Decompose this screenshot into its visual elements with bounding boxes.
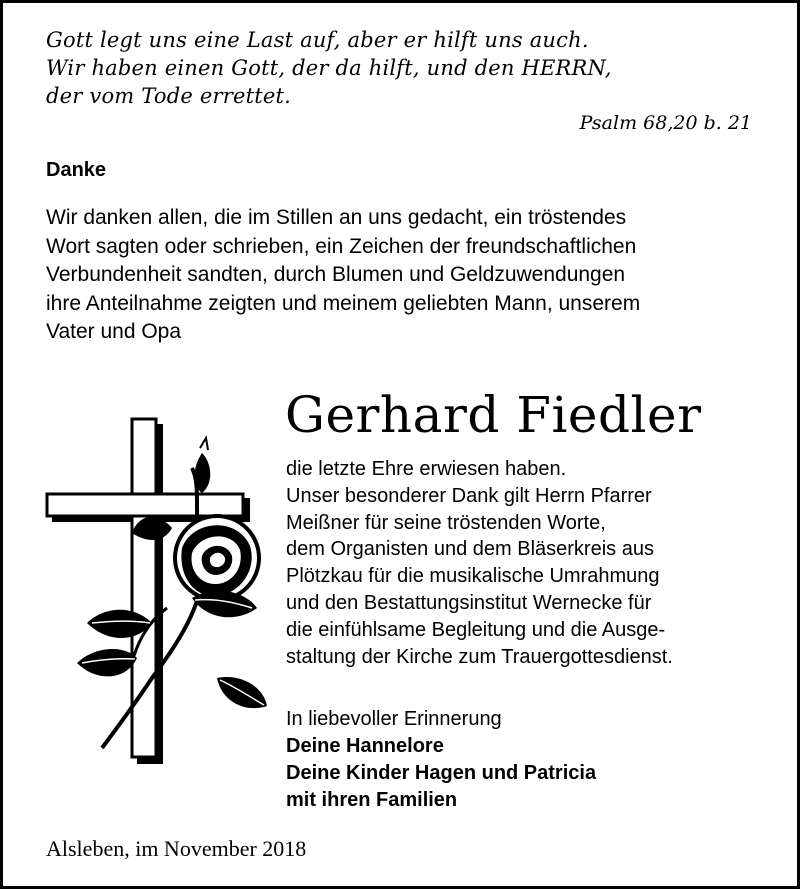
body-line: dem Organisten und dem Bläserkreis aus [286, 538, 654, 561]
verse-reference: Psalm 68,20 b. 21 [579, 112, 752, 134]
intro-line: Vater und Opa [46, 320, 182, 343]
bible-verse [46, 26, 766, 110]
body-line: und den Bestattungsinstitut Wernecke für [286, 591, 652, 614]
place-date: Alsleben, im November 2018 [46, 836, 307, 861]
intro-line: Verbundenheit sandten, durch Blumen und Geldzuwendungen [46, 263, 626, 286]
body-line: Plötzkau für die musikalische Umrahmung [286, 565, 660, 588]
deceased-name: Gerhard Fiedler [285, 386, 702, 444]
intro-line: Wort sagten oder schrieben, ein Zeichen der freundschaftlichen [46, 234, 637, 258]
intro-paragraph [46, 204, 766, 347]
body-line: die einfühlsame Begleitung und die Ausge- [286, 618, 666, 641]
heading-danke: Danke [46, 159, 107, 181]
thanks-paragraph [286, 456, 766, 670]
closing-phrase: In liebevoller Erinnerung [286, 708, 502, 730]
verse-line: Wir haben einen Gott, der da hilft, und den HERRN, [46, 56, 612, 80]
body-line: die letzte Ehre erwiesen haben. [286, 458, 567, 480]
signature-line: mit ihren Familien [286, 789, 458, 811]
signature-line: Deine Hannelore [286, 735, 444, 757]
body-line: staltung der Kirche zum Trauergottesdienst. [286, 645, 673, 668]
body-line: Meißner für seine tröstenden Worte, [286, 511, 606, 534]
intro-line: Wir danken allen, die im Stillen an uns gedacht, ein tröstendes [46, 206, 627, 229]
signature-line: Deine Kinder Hagen und Patricia [286, 762, 597, 784]
body-line: Unser besonderer Dank gilt Herrn Pfarrer [286, 484, 652, 507]
closing-block [286, 706, 766, 814]
verse-line: Gott legt uns eine Last auf, aber er hilft uns auch. [46, 28, 589, 52]
intro-line: ihre Anteilnahme zeigten und meinem geliebten Mann, unserem [46, 291, 641, 315]
verse-line: der vom Tode errettet. [46, 84, 291, 108]
cross-with-rose-icon [42, 408, 272, 768]
